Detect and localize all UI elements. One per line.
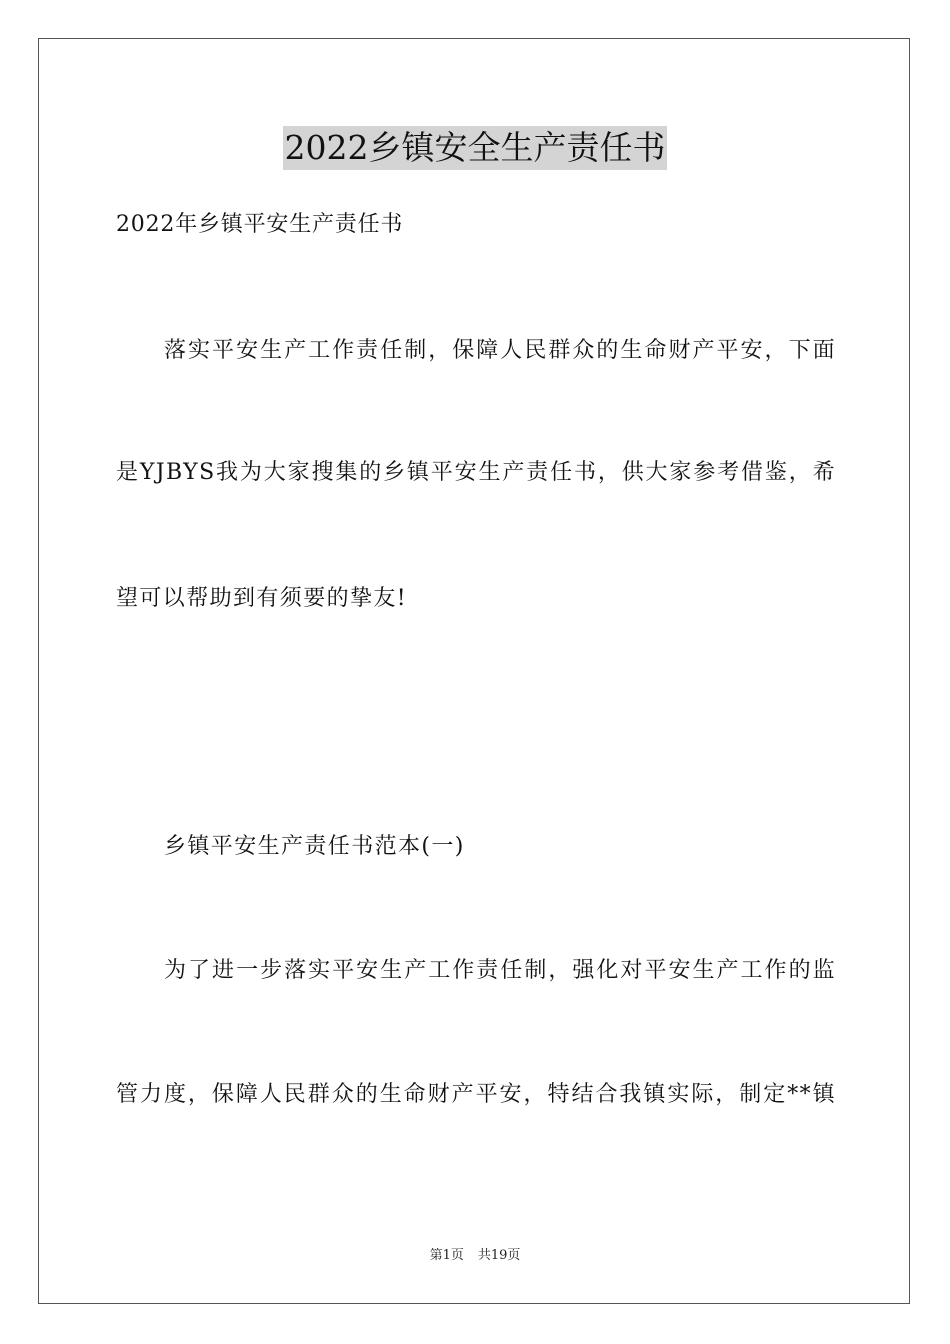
paragraph-2-line-1: 为了进一步落实平安生产工作责任制，强化对平安生产工作的监: [164, 958, 836, 983]
page-footer: [0, 1247, 950, 1265]
paragraph-1-line-3: 望可以帮助到有须要的挚友!: [116, 586, 408, 611]
section-heading: 乡镇平安生产责任书范本(一): [164, 834, 465, 859]
paragraph-1-line-1: 落实平安生产工作责任制，保障人民群众的生命财产平安，下面: [164, 338, 836, 363]
title-container: [0, 126, 950, 170]
paragraph-1-line-2: 是YJBYS我为大家搜集的乡镇平安生产责任书，供大家参考借鉴，希: [116, 460, 836, 485]
page-number: 第1页: [429, 1248, 464, 1263]
paragraph-2-line-2: 管力度，保障人民群众的生命财产平安，特结合我镇实际，制定**镇: [116, 1082, 836, 1107]
document-subtitle: 2022年乡镇平安生产责任书: [116, 212, 404, 237]
document-title: 2022乡镇安全生产责任书: [283, 126, 668, 170]
page-total: 共19页: [477, 1248, 521, 1263]
